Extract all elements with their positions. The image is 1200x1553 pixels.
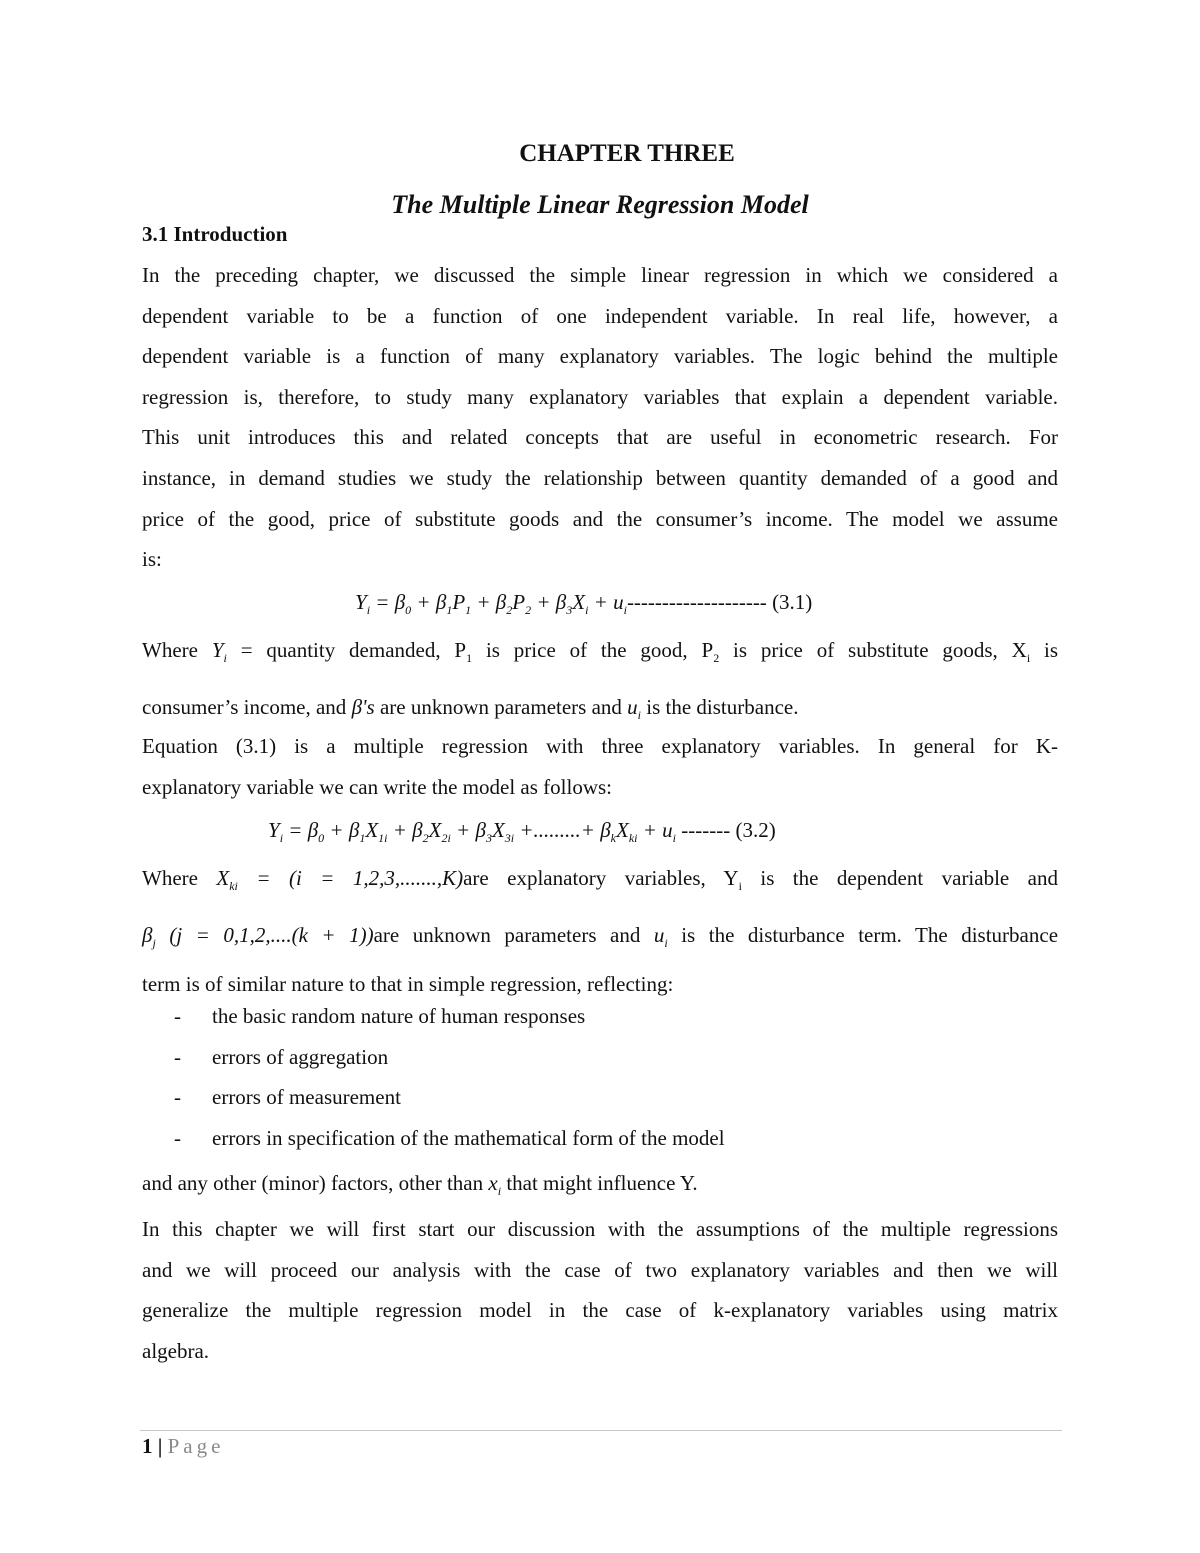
paragraph-line: Equation (3.1) is a multiple regression with three explanatory variables. In general for K- [142,734,1058,758]
bullet-dash: - [174,1044,181,1069]
list-item-text: errors of aggregation [212,1044,389,1069]
text-run: is price of substitute goods, X [719,638,1027,662]
paragraph-line: generalize the multiple regression model in the case of k-explanatory variables using matrix [142,1298,1058,1323]
paragraph-line: In this chapter we will first start our discussion with the assumptions of the multiple regressions [142,1217,1058,1241]
bullet-dash: - [174,1004,181,1028]
math-inline: $u_i$ [653,922,668,950]
paragraph-line: price of the good, price of substitute goods and the consumer’s income. The model we assume [142,506,1058,531]
other-factors-line [142,1163,1058,1212]
equation-dashes: -------------------- [626,590,767,614]
list-item [142,1077,725,1118]
list-item [142,1037,725,1078]
paragraph-line: dependent variable to be a function of one independent variable. In real life, however, a [142,303,1058,328]
factor-list [142,996,725,1158]
where-paragraph-2 [142,858,1058,1004]
closing-paragraph [142,1209,1058,1371]
page-footer [142,1434,224,1459]
text-run: consumer’s income, and [142,694,347,719]
footer-separator: | [157,1434,163,1458]
paragraph-line [142,915,1058,964]
equation-3-1 [355,590,812,618]
math-inline: $x_i$ [488,1171,502,1199]
paragraph-line: Where $X_{ki} = (i = 1,2,3,.......,K)are$ explanatory variables, $Y_i$ is the dependent variable and [142,866,1059,894]
bullet-dash: - [174,1085,181,1110]
footer-divider [140,1430,1062,1431]
page-number: 1 [142,1434,153,1458]
text-run: are unknown parameters and [373,922,641,947]
intro-paragraph [142,255,1058,580]
equation-number: (3.2) [735,818,776,842]
text-run: that might influence Y. [506,1171,698,1195]
equation-body: $Y_i = \beta_0 + \beta_1P_1 + \beta_2P_2 + \beta_3X_i + u_i$ [355,590,627,618]
chapter-subtitle: The Multiple Linear Regression Model [391,190,809,219]
paragraph-line: instance, in demand studies we study the relationship between quantity demanded of a good and [142,465,1058,490]
text-run: is the disturbance term. The disturbance [681,922,1059,947]
list-item [142,1118,725,1159]
list-item-text: the basic random nature of human responses [212,1004,586,1028]
paragraph-line: This unit introduces this and related concepts that are useful in econometric research. For [142,425,1058,450]
math-inline: $X_{ki} = (i = 1,2,3,.......,K)$ [216,866,464,894]
text-run: is price of the good, P [472,638,714,662]
paragraph-line: explanatory variable we can write the model as follows: [142,774,612,799]
equation-number: (3.1) [772,590,813,614]
list-item-text: errors of measurement [212,1085,401,1110]
equation-3-2 [268,818,776,846]
text-run: are explanatory variables, Y [463,866,739,890]
text-run: is [1030,638,1059,662]
text-run: is the disturbance. [646,694,799,719]
equation-dashes: ------- [681,818,731,842]
paragraph-line [142,1163,1058,1212]
text-run: are unknown parameters and [379,694,622,719]
list-item-text: errors in specification of the mathematical form of the model [212,1125,725,1150]
math-inline: $u_i$ [627,694,642,722]
bullet-dash: - [174,1125,181,1150]
paragraph-line: In the preceding chapter, we discussed the simple linear regression in which we considered a [142,263,1058,287]
text-run: Where [142,638,198,662]
paragraph-line: is: [142,547,162,572]
text-run: and any other (minor) factors, other than [142,1171,484,1195]
paragraph-line: dependent variable is a function of many explanatory variables. The logic behind the multiple [142,344,1058,369]
chapter-title: CHAPTER THREE [519,140,735,167]
section-heading: 3.1 Introduction [142,222,288,246]
list-item [142,996,725,1037]
math-inline: β's [351,694,375,719]
math-inline: $\beta_j$ (j = 0,1,2,....(k + 1)) [142,922,374,950]
text-run: Where [142,866,198,890]
equation-intro-paragraph [142,726,1058,807]
paragraph-line: and we will proceed our analysis with the case of two explanatory variables and then we will [142,1257,1058,1282]
math-inline: $Y_i$ [211,638,227,666]
paragraph-line: Where $Y_i$ = quantity demanded, $P_1$ is price of the good, $P_2$ is price of substitute goods, $X_i$ is [142,638,1059,666]
paragraph-line: term is of similar nature to that in simple regression, reflecting: [142,971,674,996]
text-run: = quantity demanded, P [240,638,467,662]
footer-page-label: Page [167,1434,225,1458]
text-run: is the dependent variable and [741,866,1059,890]
where-paragraph-1 [142,630,1058,736]
equation-body: $Y_i = \beta_0 + \beta_1X_{1i} + \beta_2X_{2i} + \beta_3X_{3i}$ +.........+ $\beta_kX_{ki} + u_i$ [268,818,677,846]
paragraph-line: regression is, therefore, to study many explanatory variables that explain a dependent variable. [142,384,1058,409]
paragraph-line: algebra. [142,1338,210,1363]
